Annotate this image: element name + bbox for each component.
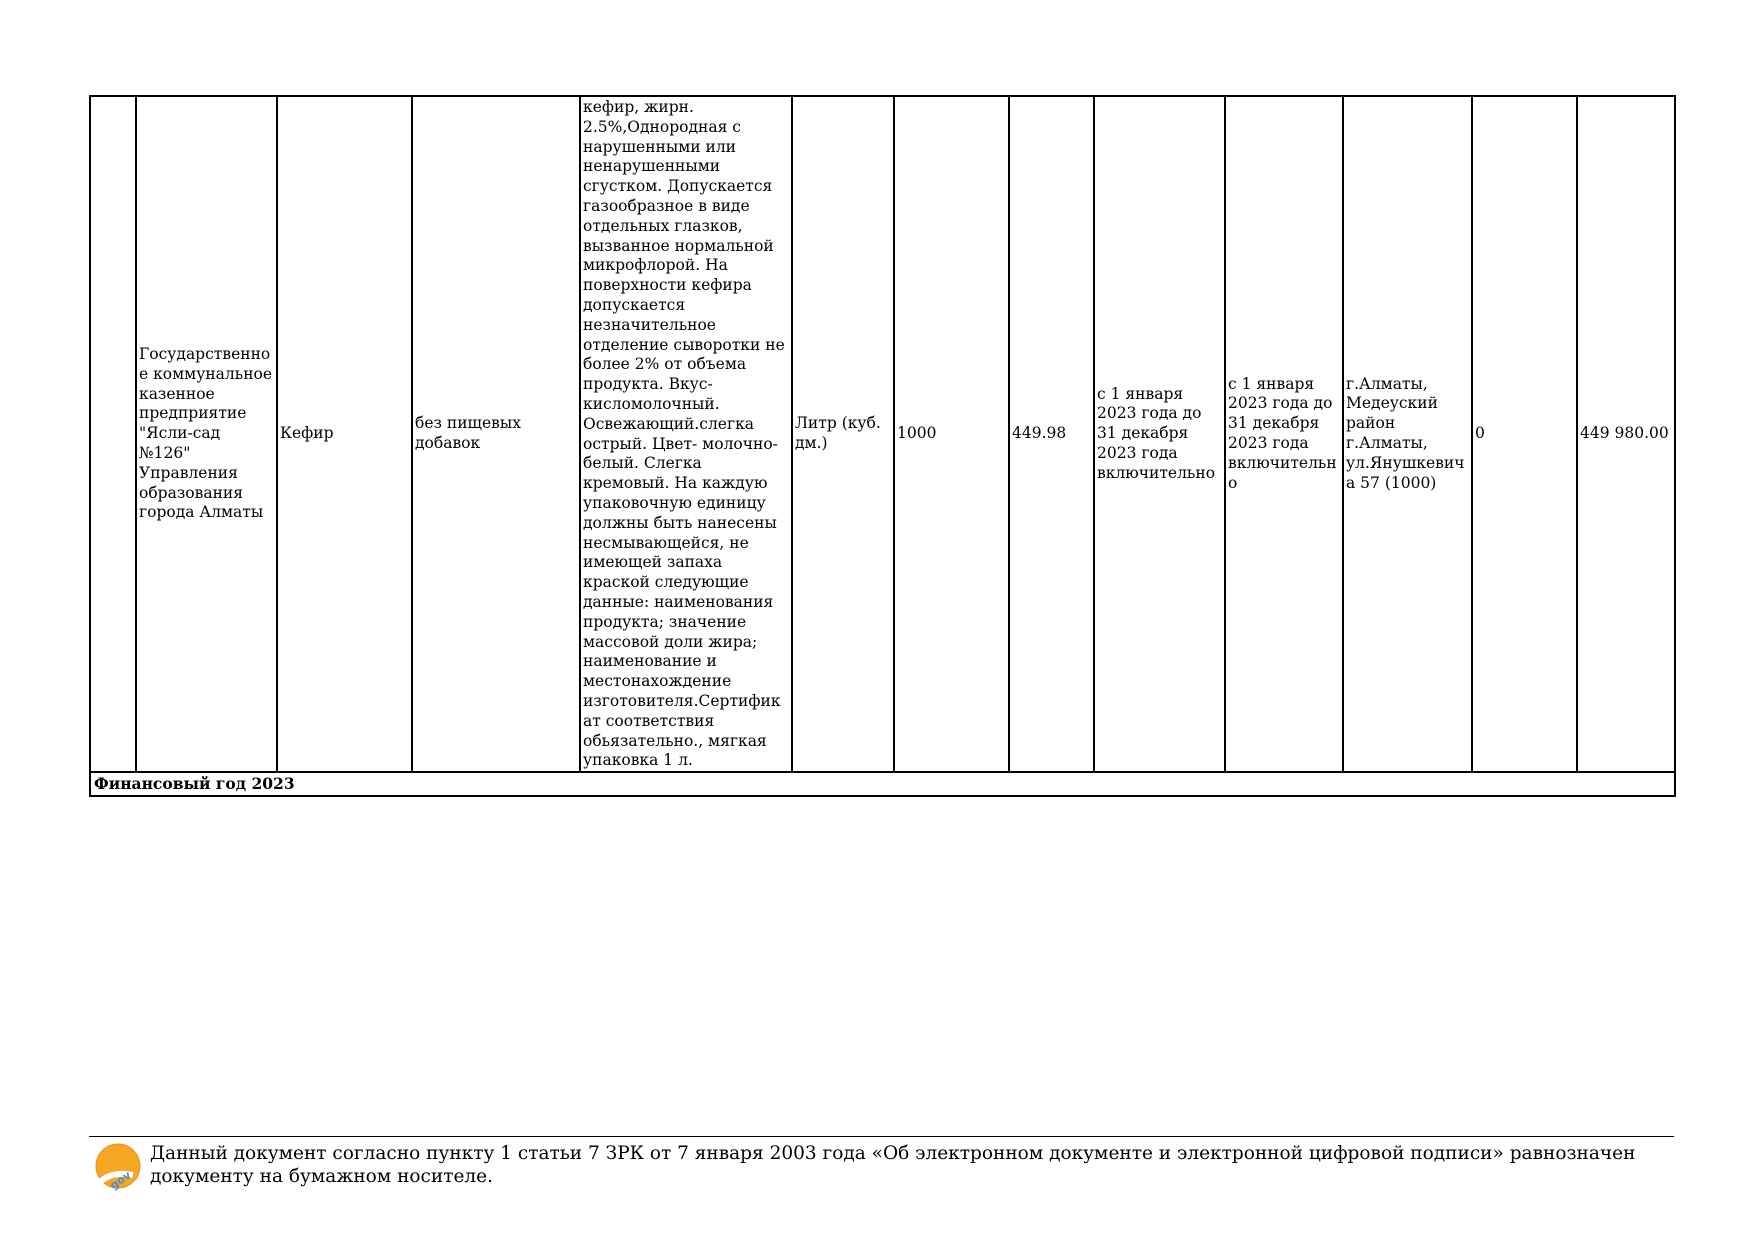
svg-text:gov: gov bbox=[107, 1168, 134, 1191]
customer-cell: Государственное коммунальное казенное предприятие "Ясли-сад №126" Управления образования города Алматы bbox=[136, 96, 277, 772]
short-characteristic-cell: без пищевых добавок bbox=[412, 96, 580, 772]
unit-cell: Литр (куб. дм.) bbox=[792, 96, 894, 772]
quantity-cell: 1000 bbox=[894, 96, 1009, 772]
footer-divider bbox=[89, 1136, 1674, 1137]
delivery-place-cell: г.Алматы, Медеуский район г.Алматы, ул.Янушкевича 57 (1000) bbox=[1343, 96, 1472, 772]
item-name-cell: Кефир bbox=[277, 96, 412, 772]
footer-legal-notice: Данный документ согласно пункту 1 статьи 7 ЗРК от 7 января 2003 года «Об электронном документе и электронной цифровой подписи» равнозначен документу на бумажном носителе. bbox=[150, 1143, 1636, 1187]
contract-period-cell: с 1 января 2023 года до 31 декабря 2023 года включительно bbox=[1225, 96, 1343, 772]
sum-cell: 449 980.00 bbox=[1577, 96, 1675, 772]
procurement-plan-table bbox=[89, 95, 1676, 797]
egov-sun-logo-icon bbox=[93, 1141, 143, 1191]
description-cell: кефир, жирн. 2.5%,Однородная с нарушенными или ненарушенными сгустком. Допускается газообразное в виде отдельных глазков, вызванное нормальной микрофлорой. На поверхности кефира допускается незначительное отделение сыворотки не более 2% от объема продукта. Вкус-кисломолочный. Освежающий.слегка острый. Цвет- молочно-белый. Слегка кремовый. На каждую упаковочную единицу должны быть нанесены несмывающейся, не имеющей запаха краской следующие данные: наименования продукта; значение массовой доли жира; наименование и местонахождение изготовителя.Сертификат соответствия обьязательно., мягкая упаковка 1 л. bbox=[580, 96, 792, 772]
advance-cell: 0 bbox=[1472, 96, 1577, 772]
delivery-period-cell: с 1 января 2023 года до 31 декабря 2023 года включительно bbox=[1094, 96, 1225, 772]
financial-year-row bbox=[90, 772, 1675, 796]
table-row bbox=[90, 96, 1675, 772]
row-number-cell bbox=[90, 96, 136, 772]
price-cell: 449.98 bbox=[1009, 96, 1094, 772]
financial-year-label: Финансовый год 2023 bbox=[90, 772, 1675, 796]
